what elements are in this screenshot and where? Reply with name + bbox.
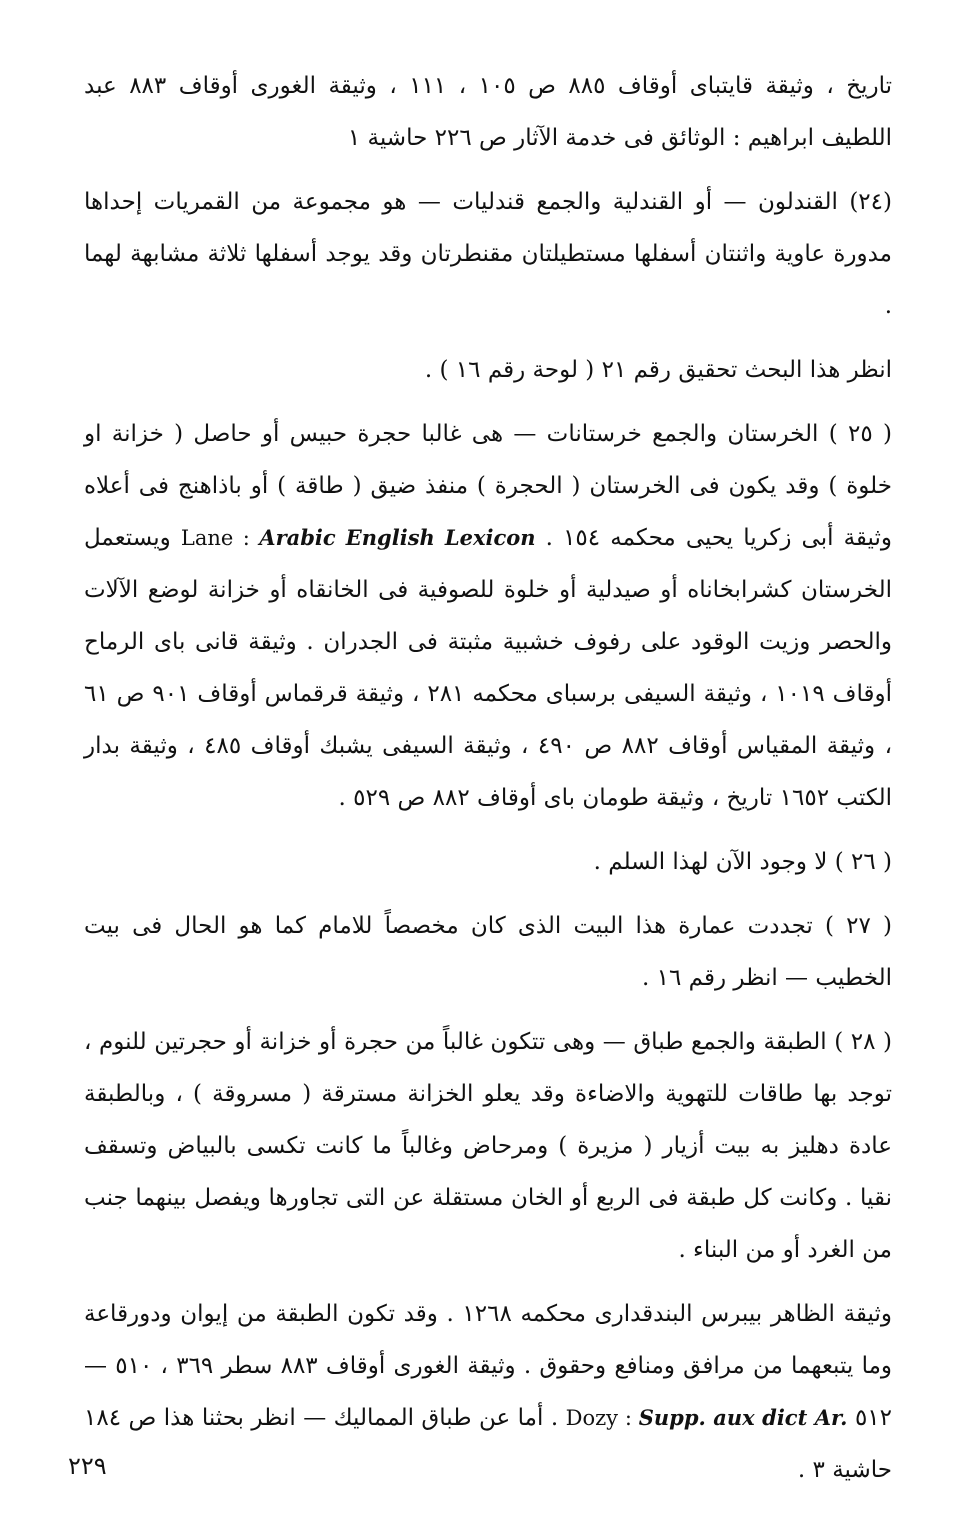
note-25-latin-author: Lane : [180,526,260,550]
paragraph-note-27: ( ٢٧ ) تجددت عمارة هذا البيت الذى كان مخصصاً للامام كما هو الحال فى بيت الخطيب — انظر رقم ١٦ . [84,913,892,991]
paragraph-note-28-reference [84,1288,892,1496]
note-25-text-before: ( ٢٥ ) الخرستان والجمع خرستانات — هى غالبا حجرة حبيس أو حاصل ( خزانة او خلوة ) وقد يكون فى الخرستان ( الحجرة ) منفذ ضيق ( طاقة ) أو باذاهنج فى أعلاه وثيقة أبى زكريا يحيى محكمه ١٥٤ . [84,421,892,551]
note-25-text-after: ويستعمل الخرستان كشرابخاناه أو صيدلية أو خلوة للصوفية فى الخانقاه أو خزانة لوضع الآلات والحصر وزيت الوقود على رفوف خشبية مثبتة فى الجدران . وثيقة قانى باى الرماح أوقاف ١٠١٩ ، وثيقة السيفى برسباى محكمه ٢٨١ ، وثيقة قرقماس أوقاف ٩٠١ ص ٦١ ، وثيقة المقياس أوقاف ٨٨٢ ص ٤٩٠ ، وثيقة السيفى يشبك أوقاف ٤٨٥ ، وثيقة بدار الكتب ١٦٥٢ تاريخ ، وثيقة طومان باى أوقاف ٨٨٢ ص ٥٢٩ . [84,525,893,811]
paragraph-note-24: (٢٤) القندلون — أو القندلية والجمع قندليات — هو مجموعة من القمريات إحداها مدورة عاوية واثنتان أسفلها مستطيلتان مقنطرتان وقد يوجد أسفلها ثلاثة مشابهة لهما . [84,189,892,319]
note-28-text-before: وثيقة الظاهر بيبرس البندقدارى محكمه ١٢٦٨ . وقد تكون الطبقة من إيوان ودورقاعة وما يتبعهما من مرافق ومنافع وحقوق . وثيقة الغورى أوقاف ٨٨٣ سطر ٣٦٩ ، ٥١٠ — ٥١٢ [84,1301,893,1431]
paragraph-note-23-continuation: تاريخ ، وثيقة قايتباى أوقاف ٨٨٥ ص ١٠٥ ، ١١١ ، وثيقة الغورى أوقاف ٨٨٣ عبد اللطيف ابراهيم : الوثائق فى خدمة الآثار ص ٢٢٦ حاشية ١ [84,73,892,151]
note-25-latin-title: Arabic English Lexicon [259,525,536,550]
paragraph-note-26: ( ٢٦ ) لا وجود الآن لهذا السلم . [593,849,892,875]
note-28-latin-title: Supp. aux dict Ar. [638,1405,848,1430]
paragraph-note-28: ( ٢٨ ) الطبقة والجمع طباق — وهى تتكون غالباً من حجرة أو خزانة أو حجرتين للنوم ، توجد بها طاقات للتهوية والاضاءة وقد يعلو الخزانة مسترقة ( مسروقة ) ، وبالطبقة عادة دهليز به بيت أزيار ( مزيرة ) ومرحاض وغالباً ما كانت تكسى بالبياض وتسقف نقيا . وكانت كل طبقة فى الربع أو الخان مستقلة عن التى تجاورها ويفصل بينهما جنب من الغرد أو من البناء . [84,1029,892,1263]
note-28-latin-author: Dozy : [565,1406,639,1430]
page-number: ٢٢٩ [68,1452,107,1480]
note-28-text-after: . أما عن طباق المماليك — انظر بحثنا هذا ص ١٨٤ حاشية ٣ . [84,1405,892,1483]
note-25-latin-citation [181,526,536,550]
page-body [84,60,892,1508]
paragraph-note-25 [84,408,892,824]
paragraph-note-24-reference: انظر هذا البحث تحقيق رقم ٢١ ( لوحة رقم ١٦ ) . [424,357,892,383]
note-28-latin-citation [566,1406,848,1430]
